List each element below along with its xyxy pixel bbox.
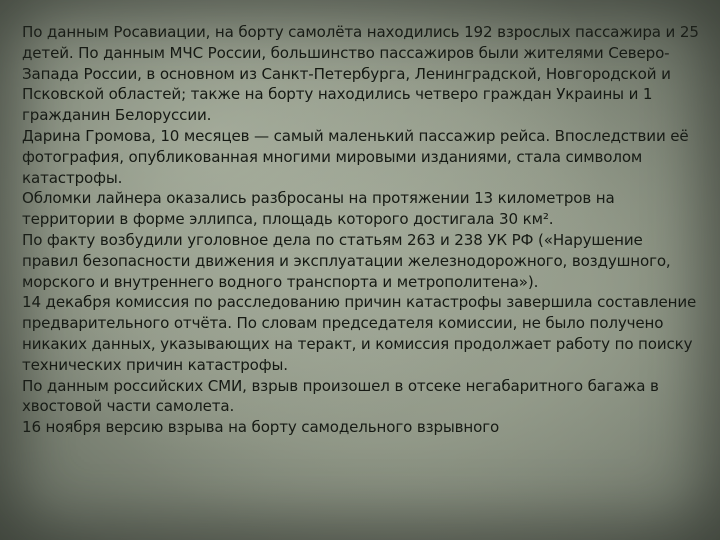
paragraph-criminal-case: По факту возбудили уголовное дела по статьям 263 и 238 УК РФ («Нарушение правил безопасности движения и эксплуатации железнодорожного, воздушного, морского и внутреннего водного транспорта и метрополитена»). (22, 230, 671, 291)
slide-text-body (22, 22, 702, 438)
paragraph-explosion: По данным российских СМИ, взрыв произошел в отсеке негабаритного багажа в хвостовой части самолета. (22, 376, 659, 416)
paragraph-commission: 14 декабря комиссия по расследованию причин катастрофы завершила составление предварительного отчёта. По словам председателя комиссии, не было получено никаких данных, указывающих на теракт, и комиссия продолжает работу по поиску технических причин катастрофы. (22, 293, 697, 374)
paragraph-darina: Дарина Громова, 10 месяцев — самый маленький пассажир рейса. Впоследствии её фотография, опубликованная многими мировыми изданиями, стала символом катастрофы. (22, 126, 689, 187)
paragraph-debris: Обломки лайнера оказались разбросаны на протяжении 13 километров на территории в форме эллипса, площадь которого достигала 30 км². (22, 189, 615, 229)
paragraph-passengers: По данным Росавиации, на борту самолёта находились 192 взрослых пассажира и 25 детей. По данным МЧС России, большинство пассажиров были жителями Северо-Запада России, в основном из Санкт-Петербурга, Ленинградской, Новгородской и Псковской областей; также на борту находились четверо граждан Украины и 1 гражданин Белоруссии. (22, 23, 699, 125)
paragraph-version: 16 ноября версию взрыва на борту самодельного взрывного (22, 418, 500, 437)
